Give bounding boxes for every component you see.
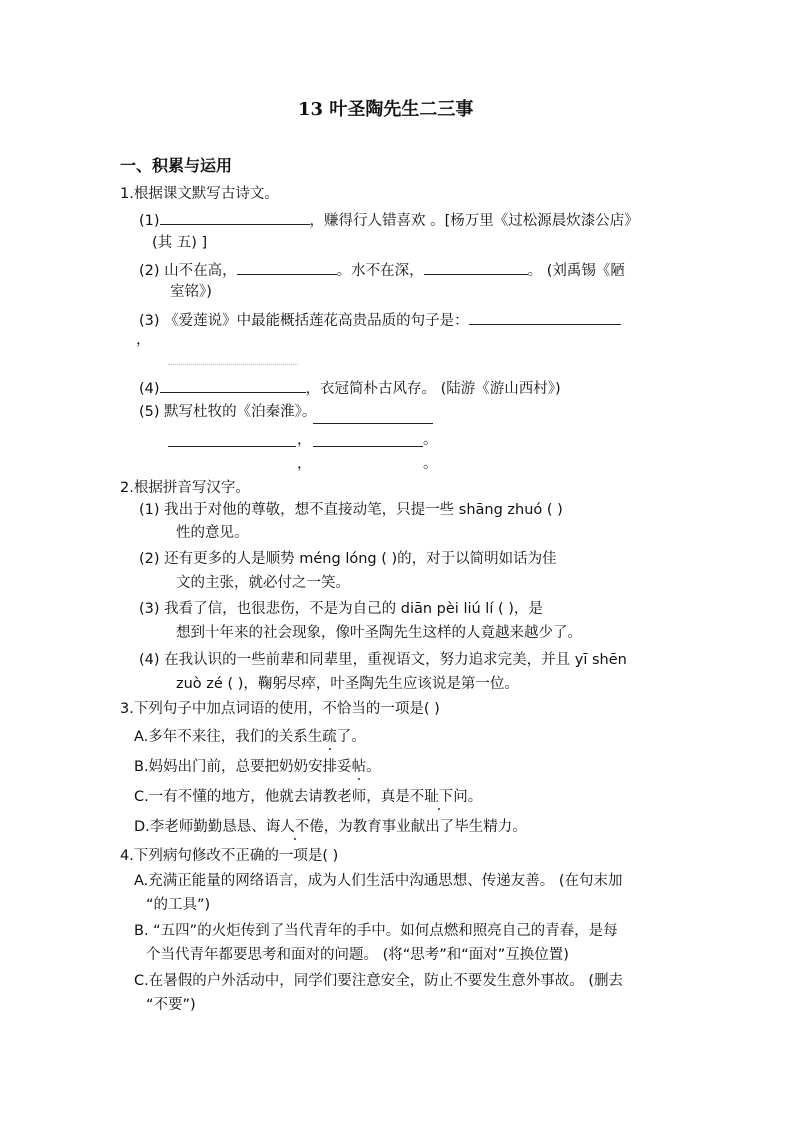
q1-item-4-text: ，衣冠简朴古风存。 (陆游《游山西村》) <box>305 381 561 397</box>
q3-option-b-dotted-word: 帖 <box>351 759 367 775</box>
question-4-stem: 4.下列病句修改不正确的一项是( ) <box>120 848 339 864</box>
q2-item-1 <box>139 500 563 520</box>
q1-item-3-second-blank[interactable] <box>168 364 298 365</box>
q1-item-2-continued: 室铭》) <box>170 284 212 300</box>
q4-option-c[interactable]: C.在暑假的户外活动中，同学们要注意安全，防止不要发生意外事故。 (删去 <box>134 973 623 989</box>
q4-option-b[interactable]: B. “五四”的火炬传到了当代青年的手中。如何点燃和照亮自己的青春，是每 <box>134 923 618 939</box>
q4-option-b-continued: 个当代青年都要思考和面对的问题。 (将“思考”和“面对”互换位置) <box>146 947 569 963</box>
q1-item-4-number: (4) <box>139 381 160 397</box>
q1-item-2-text-c: 。 (刘禹锡《陋 <box>527 263 625 279</box>
q4-option-a[interactable]: A.充满正能量的网络语言，成为人们生活中沟通思想、传递友善。 (在句末加 <box>134 873 623 889</box>
q2-item-4-text: 在我认识的一些前辈和同辈里，重视语文，努力追求完美，并且 <box>164 652 571 668</box>
q3-option-c-dotted-word: 不耻下问 <box>409 789 468 805</box>
q2-item-3-continued: 想到十年来的社会现象，像叶圣陶先生这样的人竟越来越少了。 <box>176 625 582 641</box>
q2-item-2-text: 还有更多的人是顺势 <box>164 551 295 567</box>
q2-item-2-pinyin: méng lóng <box>299 551 377 567</box>
q1-item-1-number: (1) <box>139 213 160 229</box>
q1-item-3-text: 《爱莲说》中最能概括莲花高贵品质的句子是： <box>164 313 469 329</box>
q1-item-5-comma-2: ， <box>297 456 312 472</box>
q1-item-3-comma: ， <box>136 332 151 348</box>
q1-item-5-number: (5) <box>139 404 160 420</box>
q1-item-4 <box>139 378 561 399</box>
q3-option-d-end: ，为教育事业献出了毕生精力。 <box>323 819 527 835</box>
q3-option-d[interactable] <box>134 817 527 837</box>
q4-option-a-continued: “的工具”) <box>146 897 211 913</box>
q1-item-2-text-b: 。水不在深， <box>336 263 424 279</box>
q3-option-c-text: C.一有不懂的地方，他就去请教老师，真是 <box>134 789 410 805</box>
q2-item-2-rest[interactable]: ( )的，对于以简明如话为佳 <box>381 551 557 567</box>
q2-item-1-number: (1) <box>139 502 160 518</box>
q3-option-a-dotted-word: 疏 <box>322 729 337 745</box>
q1-item-3-blank[interactable] <box>469 310 621 325</box>
q3-option-c[interactable] <box>134 787 482 807</box>
q1-item-3-number: (3) <box>139 313 160 329</box>
q2-item-4-number: (4) <box>139 652 160 668</box>
q3-option-b[interactable] <box>134 757 381 777</box>
q1-item-5 <box>139 402 316 422</box>
q3-option-a[interactable] <box>134 727 366 747</box>
q2-item-3-pinyin: diān pèi liú lí <box>400 601 494 617</box>
q2-item-1-answer-paren[interactable]: ( ) <box>546 502 563 518</box>
q4-option-c-continued: “不要”) <box>146 997 196 1013</box>
q2-item-3-number: (3) <box>139 601 160 617</box>
q2-item-1-text: 我出于对他的尊敬，想不直接动笔，只提一些 <box>164 502 455 518</box>
q2-item-4-pinyin-1: yī shēn <box>574 652 627 668</box>
q2-item-4-rest[interactable]: ( )，鞠躬尽瘁，叶圣陶先生应该说是第一位。 <box>227 676 519 692</box>
q1-item-2-blank-b[interactable] <box>424 260 528 275</box>
q1-item-1 <box>139 210 639 231</box>
q1-item-2-blank-a[interactable] <box>237 260 337 275</box>
q3-option-b-end: 。 <box>366 759 381 775</box>
q3-option-d-text: D.李老师勤勤恳恳、 <box>134 819 266 835</box>
q1-item-1-text: ，赚得行人错喜欢 。[杨万里《过松源晨炊漆公店》 <box>309 213 639 229</box>
q3-option-a-text: A.多年不来往，我们的关系生 <box>134 729 323 745</box>
q2-item-3-text: 我看了信，也很悲伤，不是为自己的 <box>164 601 397 617</box>
q3-option-c-end: 。 <box>467 789 483 805</box>
q1-item-5-comma-1: ， <box>297 432 312 448</box>
q2-item-4-pinyin-2: zuò zé <box>176 676 223 692</box>
q1-item-5-period-2: 。 <box>423 456 438 472</box>
q1-item-5-period-1: 。 <box>423 432 438 448</box>
q2-item-3-rest[interactable]: ( )，是 <box>497 601 543 617</box>
q3-option-b-text: B.妈妈出门前，总要把奶奶安排妥 <box>134 759 352 775</box>
q2-item-4-continued <box>176 674 519 694</box>
question-3-stem: 3.下列句子中加点词语的使用，不恰当的一项是( ) <box>120 701 440 717</box>
q3-option-a-end: 了。 <box>336 729 366 745</box>
q2-item-1-pinyin: shāng zhuó <box>458 502 543 518</box>
q2-item-2 <box>139 549 557 569</box>
q1-item-2-text-a: 山不在高， <box>164 263 237 279</box>
q2-item-4 <box>139 650 627 670</box>
q1-item-5-text: 默写杜牧的《泊秦淮》。 <box>164 404 317 420</box>
q1-item-2-number: (2) <box>139 263 160 279</box>
q1-item-5-blank-1[interactable] <box>313 423 433 424</box>
question-2-stem: 2.根据拼音写汉字。 <box>120 480 250 496</box>
page-title: 13 叶圣陶先生二三事 <box>298 99 474 120</box>
question-1-stem: 1.根据课文默写古诗文。 <box>120 186 279 202</box>
section-heading: 一、积累与运用 <box>120 156 233 175</box>
q2-item-3 <box>139 599 543 619</box>
q1-item-5-blank-3[interactable] <box>313 446 423 447</box>
q1-item-3 <box>139 310 621 331</box>
q3-option-d-dotted-word: 诲人不倦 <box>265 819 324 835</box>
q1-item-1-blank[interactable] <box>160 210 310 225</box>
q2-item-1-continued: 性的意见。 <box>176 525 249 541</box>
q1-item-2 <box>139 260 625 281</box>
q2-item-2-continued: 文的主张，就必付之一笑。 <box>176 575 350 591</box>
q1-item-4-blank[interactable] <box>160 378 306 393</box>
q1-item-1-continued: (其 五) ] <box>152 235 208 251</box>
q1-item-5-blank-2[interactable] <box>168 446 296 447</box>
q2-item-2-number: (2) <box>139 551 160 567</box>
